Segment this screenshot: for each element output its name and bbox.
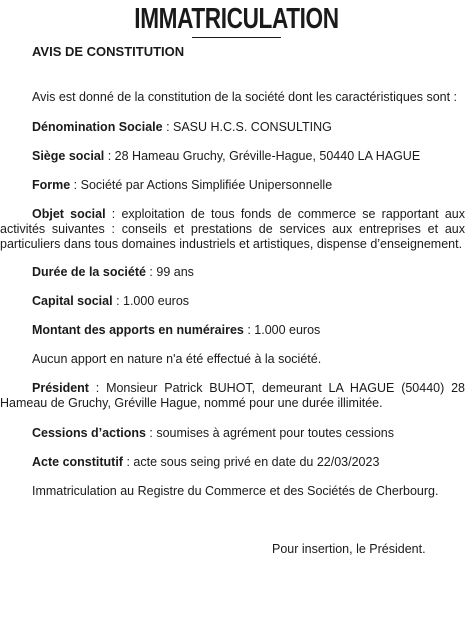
notice-title: IMMATRICULATION [134, 3, 339, 35]
signature-line: Pour insertion, le Président. [272, 542, 426, 556]
denomination-label: Dénomination Sociale [32, 120, 163, 134]
acte-paragraph [0, 455, 473, 470]
title-underline [192, 37, 281, 38]
notice-subtitle: AVIS DE CONSTITUTION [32, 44, 185, 59]
siege-value: : 28 Hameau Gruchy, Gréville-Hague, 50440 LA HAGUE [104, 149, 421, 163]
capital-value: : 1.000 euros [112, 294, 190, 308]
apports-label: Montant des apports en numéraires [32, 323, 244, 337]
registre-text: Immatriculation au Registre du Commerce et des Sociétés de Cherbourg. [32, 484, 439, 498]
intro-paragraph [0, 90, 473, 105]
cessions-paragraph [0, 426, 473, 441]
forme-paragraph [0, 178, 473, 193]
president-value: : Monsieur Patrick BUHOT, demeurant LA HAGUE (50440) 28 Hameau de Gruchy, Gréville Hague, nommé pour une durée illimitée. [0, 381, 465, 410]
siege-paragraph [0, 149, 473, 164]
apport-nature-paragraph [0, 352, 473, 367]
objet-value: : exploitation de tous fonds de commerce se rapportant aux activités suivantes : conseils et prestations de services aux entreprises et aux particuliers dans tous domaines industriels et artistiques, dispense d’enseignement. [0, 207, 466, 251]
apport-nature-text: Aucun apport en nature n'a été effectué à la société. [32, 352, 322, 366]
cessions-value: : soumises à agrément pour toutes cessions [145, 426, 394, 440]
duree-value: : 99 ans [145, 265, 194, 279]
duree-label: Durée de la société [32, 265, 146, 279]
registre-paragraph [0, 484, 473, 499]
forme-label: Forme [32, 178, 71, 192]
objet-paragraph [0, 207, 473, 252]
forme-value: : Société par Actions Simplifiée Unipersonnelle [70, 178, 333, 192]
siege-label: Siège social [32, 149, 105, 163]
denomination-paragraph [0, 120, 473, 135]
apports-value: : 1.000 euros [243, 323, 321, 337]
capital-label: Capital social [32, 294, 113, 308]
president-label: Président [32, 381, 89, 395]
objet-label: Objet social [32, 207, 106, 221]
duree-paragraph [0, 265, 473, 280]
president-paragraph [0, 381, 473, 411]
acte-value: : acte sous seing privé en date du 22/03/2023 [122, 455, 380, 469]
acte-label: Acte constitutif [32, 455, 123, 469]
capital-paragraph [0, 294, 473, 309]
cessions-label: Cessions d’actions [32, 426, 146, 440]
intro-text: Avis est donné de la constitution de la société dont les caractéristiques sont : [32, 90, 458, 104]
apports-paragraph [0, 323, 473, 338]
denomination-value: : SASU H.C.S. CONSULTING [162, 120, 332, 134]
